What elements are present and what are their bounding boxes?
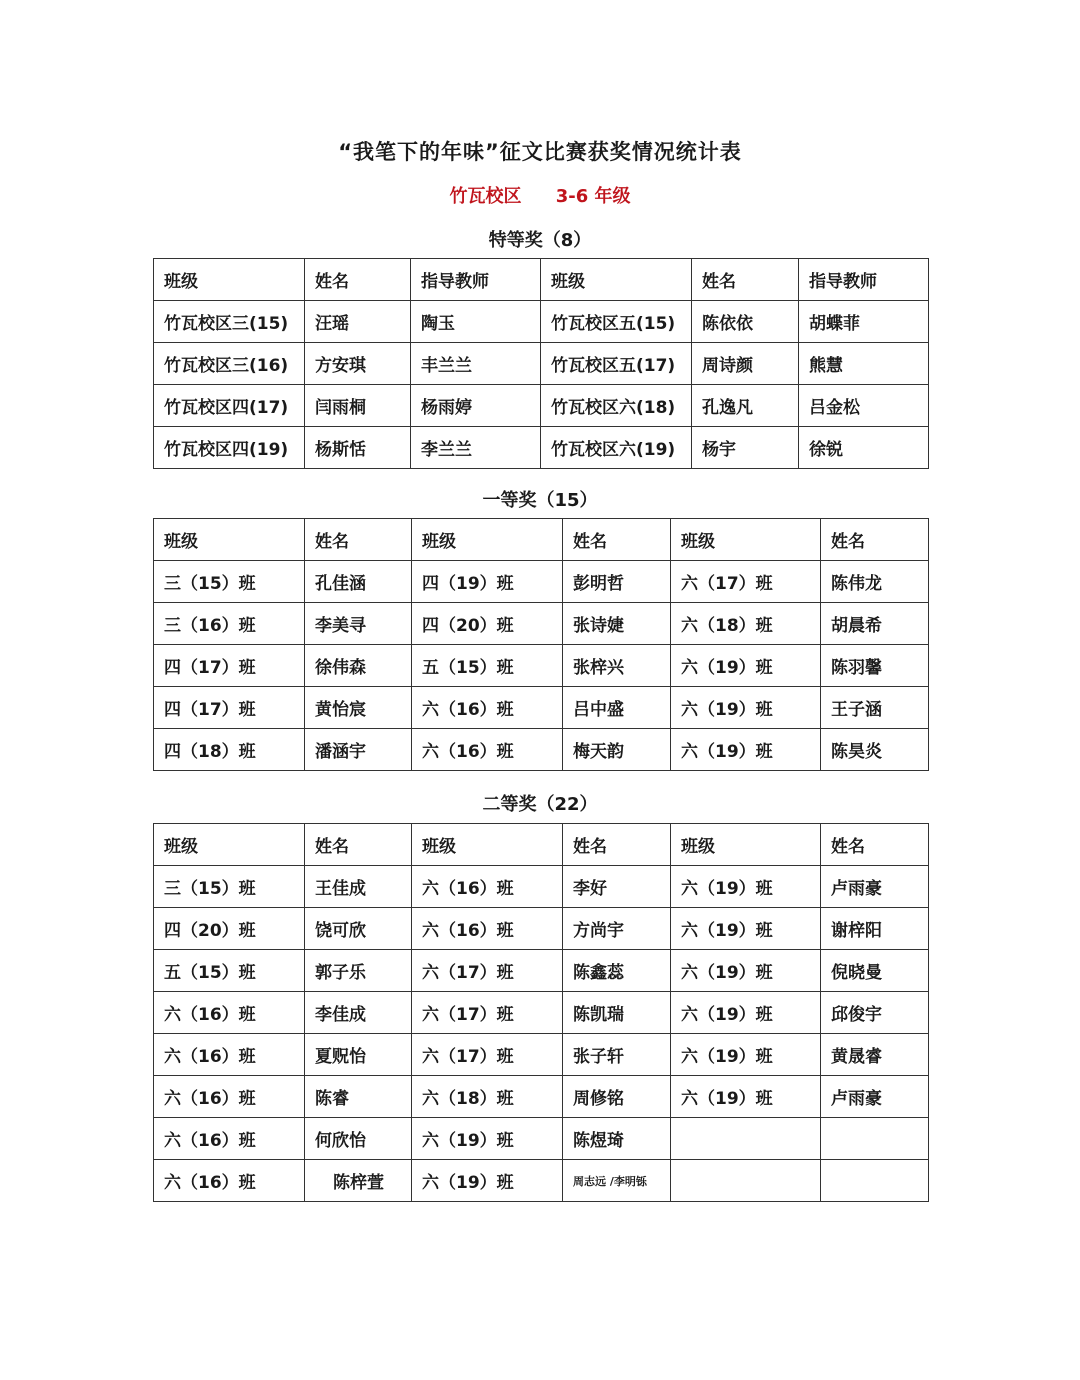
table-cell: 陈伟龙 — [821, 561, 929, 603]
table-cell: 五（15）班 — [154, 950, 305, 992]
table-cell: 方尚宇 — [563, 908, 671, 950]
column-header: 班级 — [671, 824, 821, 866]
table-cell: 孔佳涵 — [305, 561, 412, 603]
table-row — [154, 687, 929, 729]
table-cell: 六（16）班 — [154, 1118, 305, 1160]
table-cell: 六（19）班 — [671, 992, 821, 1034]
table-cell: 吕金松 — [799, 385, 929, 427]
column-header: 班级 — [154, 259, 305, 301]
column-header: 班级 — [412, 824, 563, 866]
table-cell: 六（19）班 — [671, 687, 821, 729]
table-row — [154, 992, 929, 1034]
table-cell: 六（16）班 — [412, 729, 563, 771]
table-cell: 六（16）班 — [154, 1160, 305, 1202]
table-cell: 竹瓦校区六(19) — [541, 427, 692, 469]
table-cell: 邱俊宇 — [821, 992, 929, 1034]
second-prize-table — [153, 823, 929, 1202]
column-header: 姓名 — [692, 259, 799, 301]
table-cell: 李佳成 — [305, 992, 412, 1034]
table-cell: 胡蝶菲 — [799, 301, 929, 343]
table-cell: 徐锐 — [799, 427, 929, 469]
table-cell: 梅天韵 — [563, 729, 671, 771]
table-cell: 六（16）班 — [412, 908, 563, 950]
table-cell: 饶可欣 — [305, 908, 412, 950]
table-cell: 熊慧 — [799, 343, 929, 385]
table-cell: 丰兰兰 — [411, 343, 541, 385]
table-cell: 竹瓦校区四(17) — [154, 385, 305, 427]
table-cell: 徐伟森 — [305, 645, 412, 687]
table-cell: 六（19）班 — [671, 729, 821, 771]
table-header-row — [154, 824, 929, 866]
table-cell: 黄晟睿 — [821, 1034, 929, 1076]
table-cell: 六（19）班 — [412, 1160, 563, 1202]
table-cell: 六（16）班 — [154, 1076, 305, 1118]
table-cell: 竹瓦校区三(16) — [154, 343, 305, 385]
table-row — [154, 645, 929, 687]
table-row — [154, 385, 929, 427]
table-cell: 六（19）班 — [412, 1118, 563, 1160]
table-cell: 卢雨豪 — [821, 1076, 929, 1118]
table-cell: 彭明哲 — [563, 561, 671, 603]
table-row — [154, 603, 929, 645]
table-row — [154, 1118, 929, 1160]
table-cell: 孔逸凡 — [692, 385, 799, 427]
table-cell: 夏贶怡 — [305, 1034, 412, 1076]
table-cell: 陈羽馨 — [821, 645, 929, 687]
table-cell: 陶玉 — [411, 301, 541, 343]
table-cell: 六（19）班 — [671, 645, 821, 687]
table-cell: 五（15）班 — [412, 645, 563, 687]
campus-name: 竹瓦校区 — [449, 186, 522, 207]
table-cell: 六（17）班 — [412, 992, 563, 1034]
table-cell: 四（20）班 — [412, 603, 563, 645]
column-header: 指导教师 — [411, 259, 541, 301]
table-cell: 李美寻 — [305, 603, 412, 645]
table-cell: 陈昊炎 — [821, 729, 929, 771]
table-cell: 六（16）班 — [412, 687, 563, 729]
table-cell: 四（20）班 — [154, 908, 305, 950]
table-cell: 李好 — [563, 866, 671, 908]
column-header: 姓名 — [563, 519, 671, 561]
table-cell: 四（18）班 — [154, 729, 305, 771]
table-cell: 三（15）班 — [154, 866, 305, 908]
table-cell: 杨宇 — [692, 427, 799, 469]
first-prize-table — [153, 518, 929, 771]
table-cell: 王佳成 — [305, 866, 412, 908]
table-cell: 何欣怡 — [305, 1118, 412, 1160]
table-cell: 六（18）班 — [412, 1076, 563, 1118]
table-cell: 六（19）班 — [671, 950, 821, 992]
column-header: 班级 — [154, 519, 305, 561]
table-cell: 六（19）班 — [671, 1034, 821, 1076]
table-row — [154, 301, 929, 343]
column-header: 班级 — [541, 259, 692, 301]
table-cell: 郭子乐 — [305, 950, 412, 992]
table-cell: 竹瓦校区六(18) — [541, 385, 692, 427]
table-cell: 陈梓萱 — [305, 1160, 412, 1202]
table-row — [154, 950, 929, 992]
table-cell: 四（17）班 — [154, 687, 305, 729]
page-title: “我笔下的年味”征文比赛获奖情况统计表 — [338, 140, 742, 164]
table-cell: 李兰兰 — [411, 427, 541, 469]
table-cell: 潘涵宇 — [305, 729, 412, 771]
table-cell: 方安琪 — [305, 343, 411, 385]
table-cell: 陈依依 — [692, 301, 799, 343]
column-header: 指导教师 — [799, 259, 929, 301]
table-cell — [671, 1118, 821, 1160]
table-cell: 倪晓曼 — [821, 950, 929, 992]
table-row — [154, 866, 929, 908]
table-cell: 吕中盛 — [563, 687, 671, 729]
table-cell: 杨雨婷 — [411, 385, 541, 427]
table-cell: 胡晨希 — [821, 603, 929, 645]
table-cell: 六（17）班 — [412, 1034, 563, 1076]
table-cell — [821, 1160, 929, 1202]
table-cell: 卢雨豪 — [821, 866, 929, 908]
table-cell: 王子涵 — [821, 687, 929, 729]
table-cell: 四（19）班 — [412, 561, 563, 603]
table-cell: 竹瓦校区三(15) — [154, 301, 305, 343]
table-cell: 闫雨桐 — [305, 385, 411, 427]
column-header: 姓名 — [305, 824, 412, 866]
grade-range: 3-6 年级 — [555, 186, 631, 207]
table-cell: 六（19）班 — [671, 908, 821, 950]
column-header: 班级 — [154, 824, 305, 866]
table-cell: 竹瓦校区五(17) — [541, 343, 692, 385]
table-cell: 六（19）班 — [671, 866, 821, 908]
table-cell: 六（18）班 — [671, 603, 821, 645]
column-header: 姓名 — [821, 519, 929, 561]
table-row — [154, 1034, 929, 1076]
table-cell — [671, 1160, 821, 1202]
table-header-row — [154, 259, 929, 301]
table-cell: 张梓兴 — [563, 645, 671, 687]
table-row — [154, 908, 929, 950]
table-cell: 杨斯恬 — [305, 427, 411, 469]
table-cell: 四（17）班 — [154, 645, 305, 687]
table-cell: 陈凯瑞 — [563, 992, 671, 1034]
table-cell: 六（19）班 — [671, 1076, 821, 1118]
table-cell: 竹瓦校区五(15) — [541, 301, 692, 343]
table-row — [154, 1076, 929, 1118]
column-header: 姓名 — [821, 824, 929, 866]
table-row — [154, 343, 929, 385]
table-cell: 陈睿 — [305, 1076, 412, 1118]
table-cell: 周志远 /李明铄 — [563, 1160, 671, 1202]
column-header: 姓名 — [305, 519, 412, 561]
table-row — [154, 1160, 929, 1202]
table-cell: 陈鑫蕊 — [563, 950, 671, 992]
table-cell: 周修铭 — [563, 1076, 671, 1118]
table-cell: 六（17）班 — [412, 950, 563, 992]
column-header: 班级 — [671, 519, 821, 561]
column-header: 班级 — [412, 519, 563, 561]
table-cell: 竹瓦校区四(19) — [154, 427, 305, 469]
first-prize-heading: 一等奖（15） — [482, 490, 598, 511]
table-cell: 陈煜琦 — [563, 1118, 671, 1160]
table-cell: 黄怡宸 — [305, 687, 412, 729]
campus-subtitle — [0, 182, 1080, 208]
column-header: 姓名 — [305, 259, 411, 301]
table-cell: 六（16）班 — [154, 992, 305, 1034]
table-cell: 汪瑶 — [305, 301, 411, 343]
table-cell: 张子轩 — [563, 1034, 671, 1076]
table-cell: 张诗婕 — [563, 603, 671, 645]
table-header-row — [154, 519, 929, 561]
special-prize-table — [153, 258, 929, 469]
table-cell: 三（15）班 — [154, 561, 305, 603]
table-cell — [821, 1118, 929, 1160]
table-cell: 谢梓阳 — [821, 908, 929, 950]
table-cell: 六（17）班 — [671, 561, 821, 603]
table-row — [154, 561, 929, 603]
table-cell: 六（16）班 — [412, 866, 563, 908]
table-cell: 三（16）班 — [154, 603, 305, 645]
second-prize-heading: 二等奖（22） — [482, 794, 598, 815]
table-row — [154, 427, 929, 469]
special-prize-heading: 特等奖（8） — [488, 230, 592, 251]
table-row — [154, 729, 929, 771]
table-cell: 六（16）班 — [154, 1034, 305, 1076]
table-cell: 周诗颜 — [692, 343, 799, 385]
column-header: 姓名 — [563, 824, 671, 866]
